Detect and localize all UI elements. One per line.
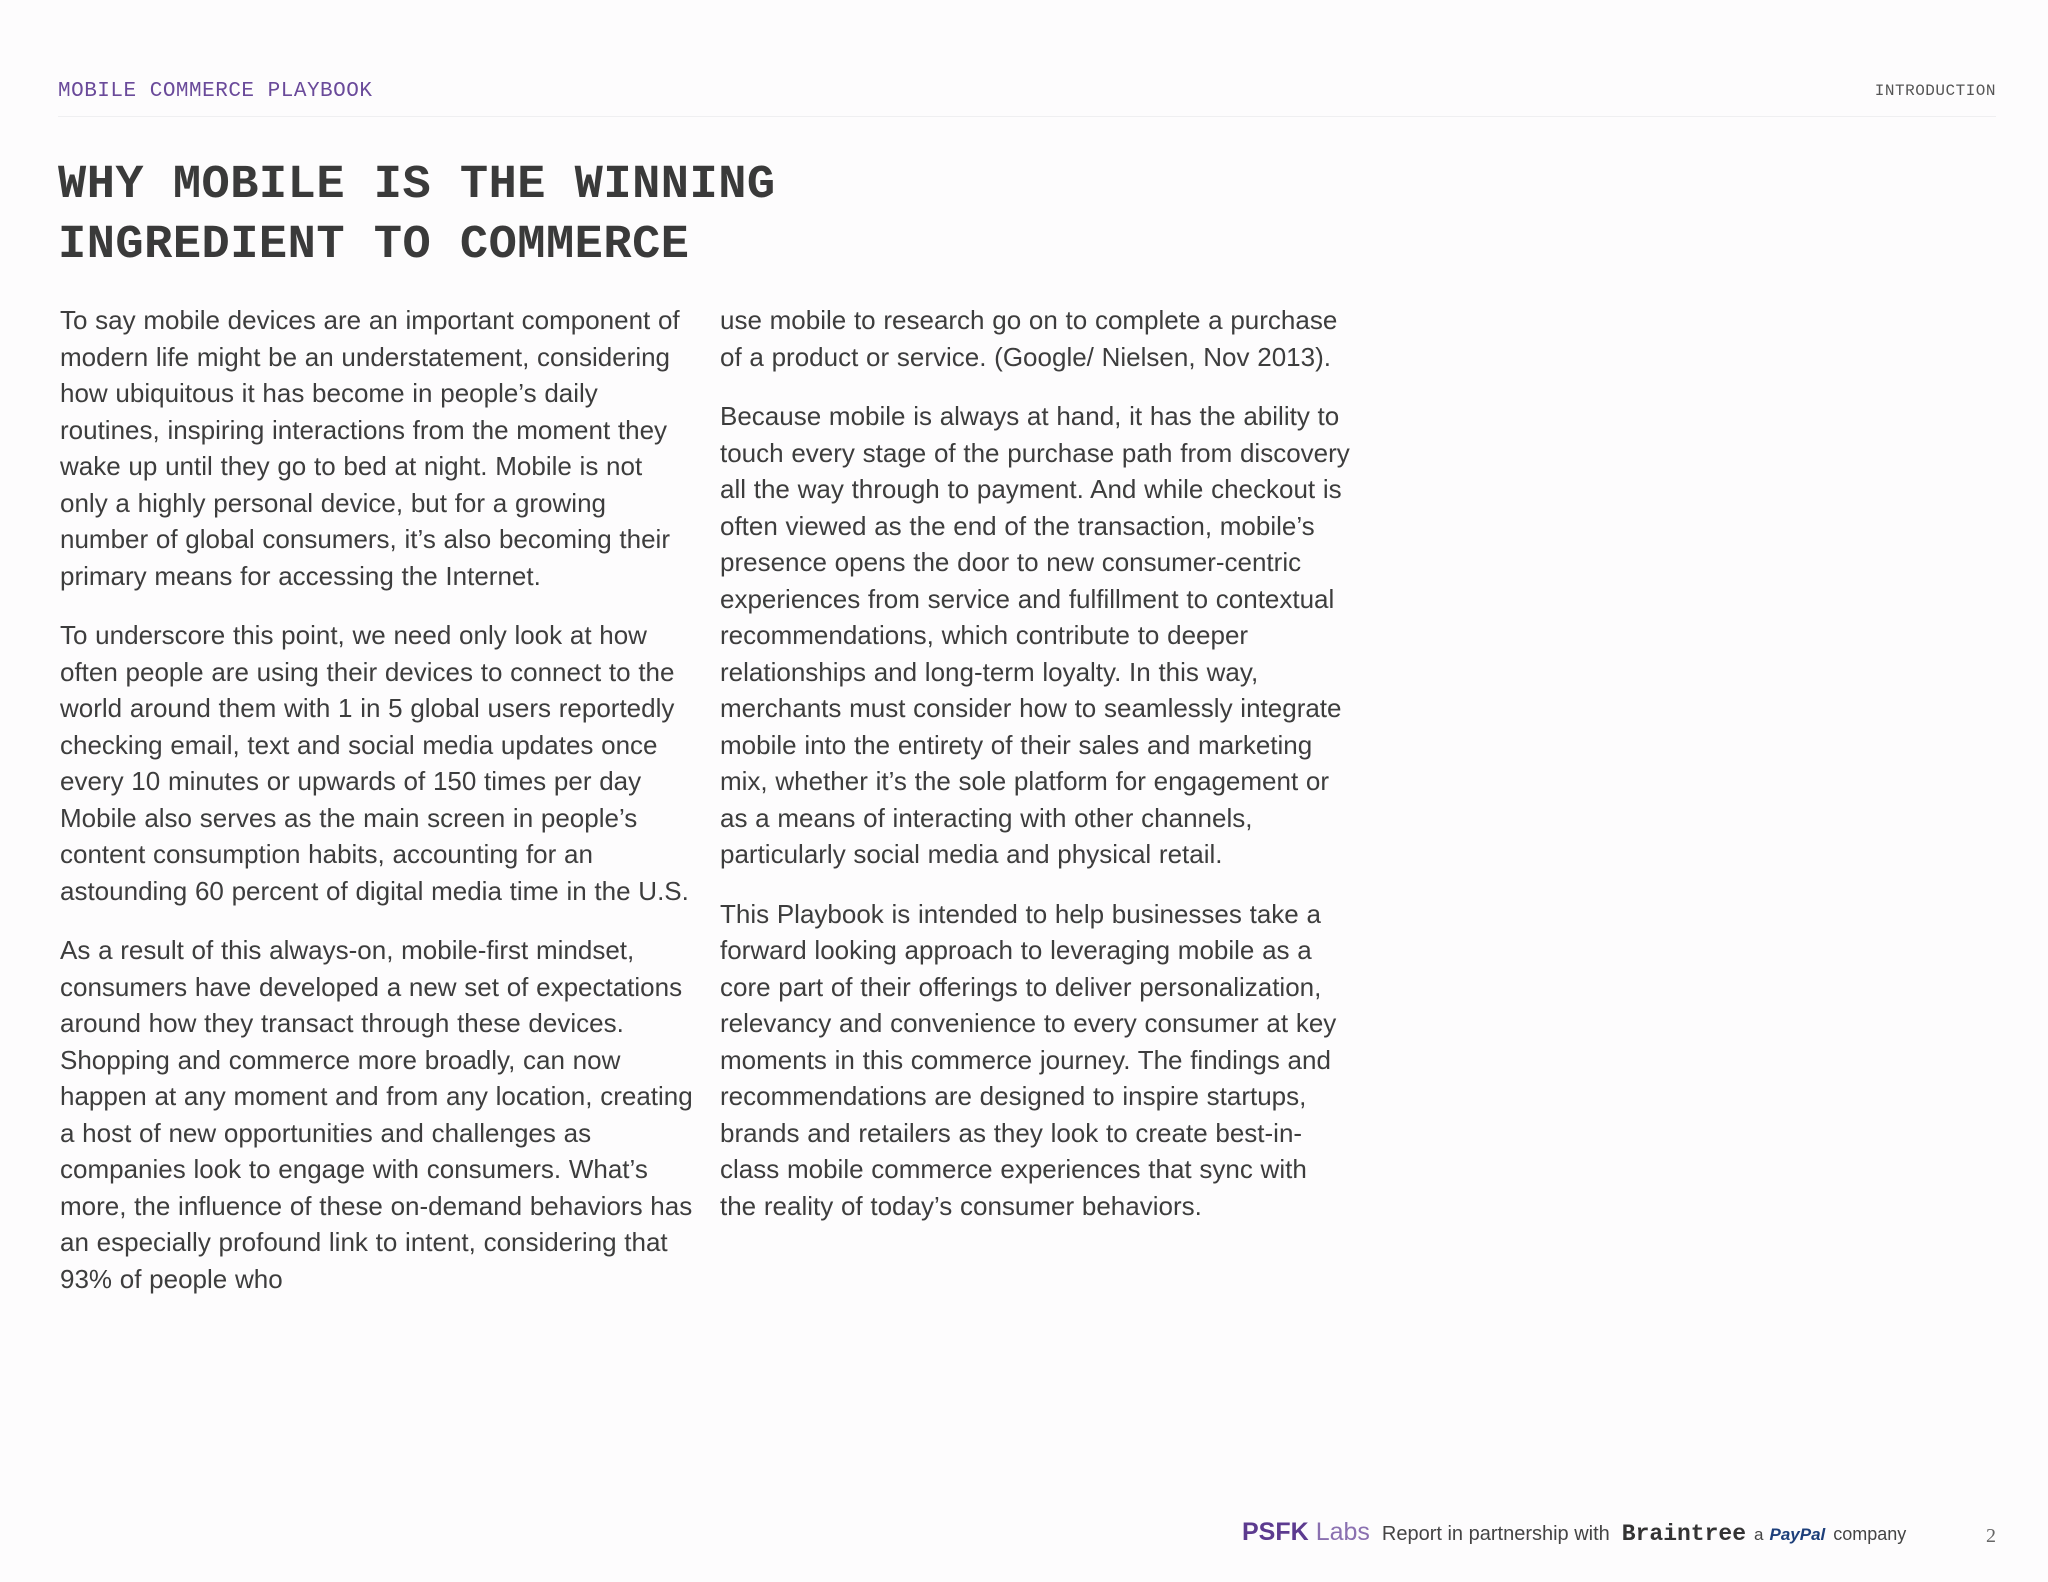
body-paragraph: To underscore this point, we need only look at how often people are using their devices to connect to the world around them with 1 in 5 global users reportedly checking email, text and social media updates once every 10 minutes or upwards of 150 times per day Mobile also serves as the main screen in people’s content consumption habits, accounting for an astounding 60 percent of digital media time in the U.S. xyxy=(60,620,689,906)
labs-logo: Labs xyxy=(1315,1518,1370,1546)
running-header-title: MOBILE COMMERCE PLAYBOOK xyxy=(58,80,373,103)
page-title-line-1: WHY MOBILE IS THE WINNING xyxy=(58,159,776,212)
body-paragraph: This Playbook is intended to help businesses take a forward looking approach to leveraging mobile as a core part of their offerings to deliver personalization, relevancy and convenience to every consumer at key moments in this commerce journey. The findings and recommendations are designed to inspire startups, brands and retailers as they look to create best-in-class mobile commerce experiences that sync with the reality of today’s consumer behaviors. xyxy=(720,898,1337,1221)
body-paragraph: As a result of this always-on, mobile-first mindset, consumers have developed a new set of expectations around how they transact through these devices. Shopping and commerce more broadly, can now happen at any moment and from any location, creating a host of new opportunities and challenges as companies look to engage with consumers. What’s more, the influence of these on-demand behaviors has an especially profound link to intent, considering that 93% of people who xyxy=(60,935,693,1294)
running-header-section: INTRODUCTION xyxy=(1874,82,1996,100)
footer-article: a xyxy=(1754,1525,1764,1544)
partnership-text: Report in partnership with xyxy=(1381,1523,1610,1545)
header-divider xyxy=(58,116,1996,117)
page-title-line-2: INGREDIENT TO COMMERCE xyxy=(58,219,690,272)
body-paragraph: Because mobile is always at hand, it has the ability to touch every stage of the purchase path from discovery all the way through to payment. And while checkout is often viewed as the end of the transaction, mobile’s presence opens the door to new consumer-centric experiences from service and fulfillment to contextual recommendations, which contribute to deeper relationships and long-term loyalty. In this way, merchants must consider how to seamlessly integrate mobile into the entirety of their sales and marketing mix, whether it’s the sole platform for engagement or as a means of interacting with other channels, particularly social media and physical retail. xyxy=(720,401,1350,869)
body-column-left xyxy=(60,302,696,1320)
body-paragraph: To say mobile devices are an important component of modern life might be an understatement, considering how ubiquitous it has become in people’s daily routines, inspiring interactions from the moment they wake up until they go to bed at night. Mobile is not only a highly personal device, but for a growing number of global consumers, it’s also becoming their primary means for accessing the Internet. xyxy=(60,305,680,591)
page-number: 2 xyxy=(1986,1525,1996,1547)
braintree-logo: Braintree xyxy=(1621,1521,1747,1547)
page-title xyxy=(58,156,776,276)
body-column-right xyxy=(720,302,1350,1247)
footer-company-text: company xyxy=(1833,1524,1907,1544)
psfk-logo: PSFK xyxy=(1242,1518,1309,1546)
paypal-logo: PayPal xyxy=(1769,1525,1826,1544)
body-paragraph: use mobile to research go on to complete a purchase of a product or service. (Google/ Nielsen, Nov 2013). xyxy=(720,305,1338,372)
footer-credits xyxy=(1242,1518,1906,1547)
